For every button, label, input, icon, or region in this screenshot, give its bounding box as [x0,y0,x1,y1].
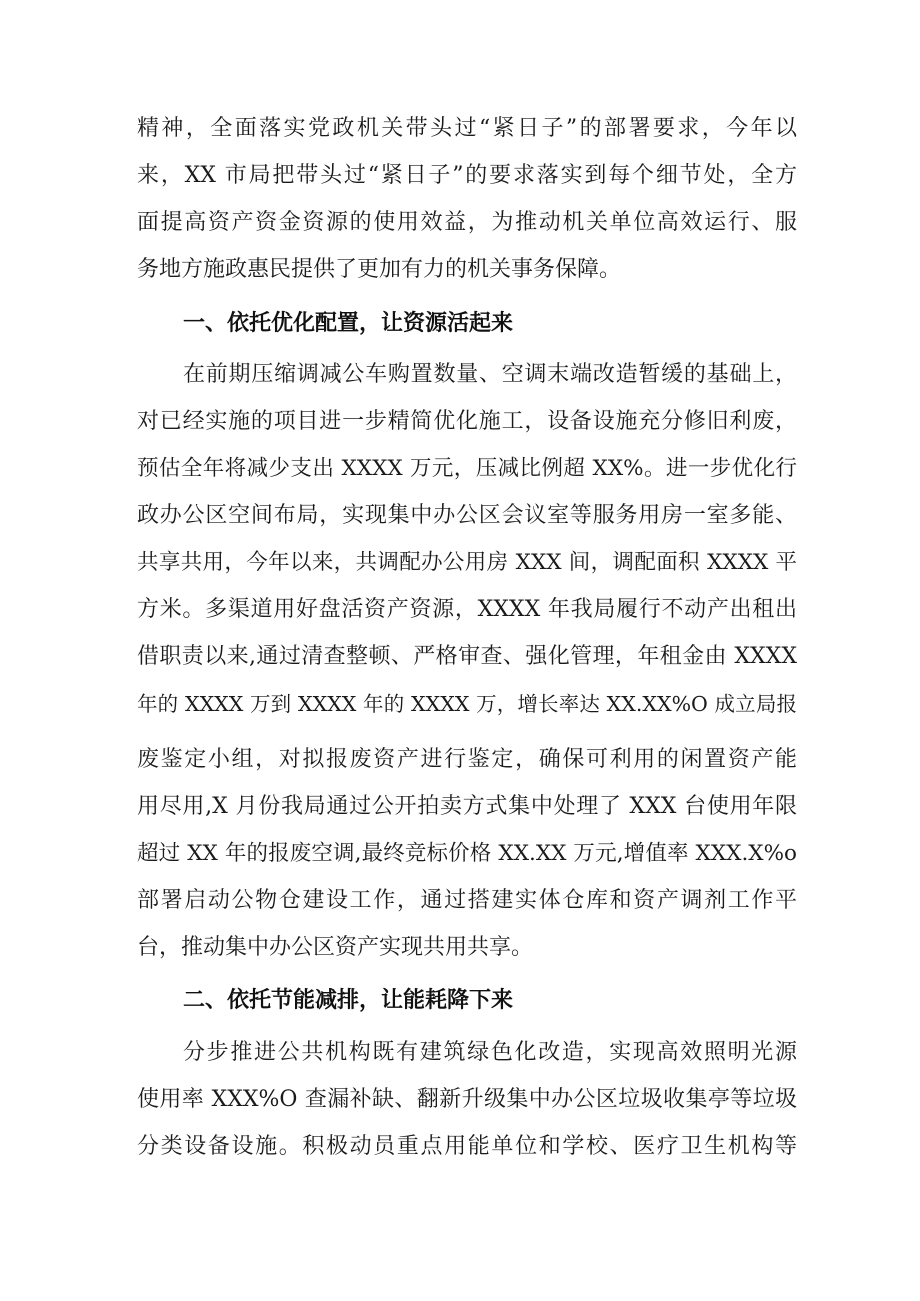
section-heading: 二、依托节能减排，让能耗降下来 [183,988,514,1013]
text-line: 用尽用,X 月份我局通过公开拍卖方式集中处理了 XXX 台使用年限 [137,794,797,819]
section-heading: 一、依托优化配置，让资源活起来 [183,311,514,336]
text-line: 台，推动集中办公区资产实现共用共享。 [137,935,534,960]
text-line: 分步推进公共机构既有建筑绿色化改造，实现高效照明光源 [183,1040,797,1065]
text-line: 分类设备设施。积极动员重点用能单位和学校、医疗卫生机构等 [137,1134,797,1159]
text-line: 面提高资产资金资源的使用效益，为推动机关单位高效运行、服 [137,210,797,235]
text-line: 使用率 XXX%O 查漏补缺、翻新升级集中办公区垃圾收集亭等垃圾 [137,1087,797,1112]
text-line: 务地方施政惠民提供了更加有力的机关事务保障。 [137,257,622,282]
text-line: 方米。多渠道用好盘活资产资源，XXXX 年我局履行不动产出租出 [137,597,797,622]
text-line: 年的 XXXX 万到 XXXX 年的 XXXX 万，增长率达 XX.XX%O 成立局报 [137,692,797,716]
text-line: 对已经实施的项目进一步精简优化施工，设备设施充分修旧利废， [137,409,797,434]
text-line: 在前期压缩调减公车购置数量、空调末端改造暂缓的基础上， [183,362,797,387]
text-line: 借职责以来,通过清查整顿、严格审查、强化管理，年租金由 XXXX [137,644,797,669]
text-line: 共享共用，今年以来，共调配办公用房 XXX 间，调配面积 XXXX 平 [137,550,797,575]
text-line: 精神，全面落实党政机关带头过“紧日子”的部署要求，今年以 [137,116,797,141]
text-line: 预估全年将减少支出 XXXX 万元，压减比例超 XX%。进一步优化行 [137,456,797,481]
text-line: 废鉴定小组，对拟报废资产进行鉴定，确保可利用的闲置资产能 [137,747,797,772]
text-line: 政办公区空间布局，实现集中办公区会议室等服务用房一室多能、 [137,503,797,528]
text-line: 部署启动公物仓建设工作，通过搭建实体仓库和资产调剂工作平 [137,888,797,913]
text-line: 来，XX 市局把带头过“紧日子”的要求落实到每个细节处，全方 [137,163,797,188]
text-line: 超过 XX 年的报废空调,最终竞标价格 XX.XX 万元,增值率 XXX.X%o [137,841,797,866]
